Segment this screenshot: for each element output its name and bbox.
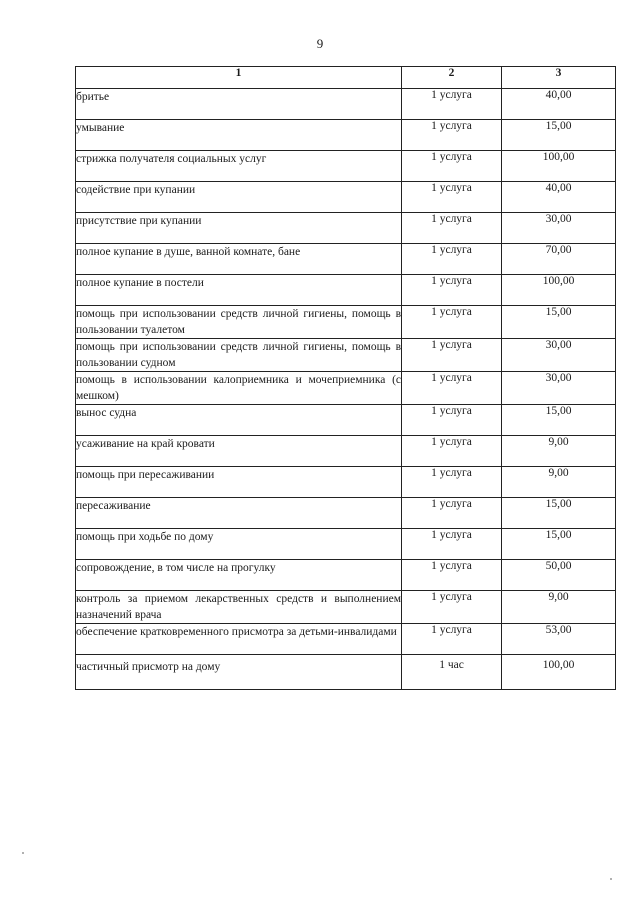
service-name: вынос судна — [76, 405, 402, 436]
service-name: помощь при пересаживании — [76, 467, 402, 498]
service-name: стрижка получателя социальных услуг — [76, 151, 402, 182]
table-header-row — [76, 67, 616, 89]
service-unit: 1 услуга — [402, 213, 502, 244]
table-row — [76, 306, 616, 339]
table-row — [76, 498, 616, 529]
service-name: обеспечение кратковременного присмотра за детьми-инвалидами — [76, 624, 402, 655]
table-row — [76, 244, 616, 275]
service-unit: 1 услуга — [402, 182, 502, 213]
column-header-3: 3 — [502, 67, 616, 89]
table-row — [76, 151, 616, 182]
service-name: умывание — [76, 120, 402, 151]
service-name: полное купание в душе, ванной комнате, бане — [76, 244, 402, 275]
service-price: 9,00 — [502, 436, 616, 467]
service-unit: 1 услуга — [402, 560, 502, 591]
table-row — [76, 213, 616, 244]
service-price: 15,00 — [502, 498, 616, 529]
table-row — [76, 624, 616, 655]
service-price: 100,00 — [502, 655, 616, 690]
service-unit: 1 услуга — [402, 436, 502, 467]
table-row — [76, 436, 616, 467]
service-name: помощь при использовании средств личной гигиены, помощь в пользовании туалетом — [76, 306, 402, 339]
service-price: 53,00 — [502, 624, 616, 655]
service-name: частичный присмотр на дому — [76, 655, 402, 690]
service-unit: 1 услуга — [402, 306, 502, 339]
table-row — [76, 120, 616, 151]
table-row — [76, 182, 616, 213]
table-row — [76, 275, 616, 306]
service-unit: 1 услуга — [402, 624, 502, 655]
table-row — [76, 339, 616, 372]
service-price: 15,00 — [502, 120, 616, 151]
service-name: помощь в использовании калоприемника и мочеприемника (с мешком) — [76, 372, 402, 405]
service-unit: 1 услуга — [402, 498, 502, 529]
table-row — [76, 372, 616, 405]
table-row — [76, 529, 616, 560]
service-name: бритье — [76, 89, 402, 120]
service-price: 30,00 — [502, 213, 616, 244]
service-unit: 1 услуга — [402, 405, 502, 436]
service-price: 15,00 — [502, 306, 616, 339]
service-price: 100,00 — [502, 151, 616, 182]
service-name: содействие при купании — [76, 182, 402, 213]
service-price: 9,00 — [502, 591, 616, 624]
column-header-2: 2 — [402, 67, 502, 89]
service-unit: 1 услуга — [402, 467, 502, 498]
table-row — [76, 89, 616, 120]
service-price: 40,00 — [502, 182, 616, 213]
service-unit: 1 услуга — [402, 89, 502, 120]
service-price: 30,00 — [502, 339, 616, 372]
service-unit: 1 услуга — [402, 120, 502, 151]
service-name: пересаживание — [76, 498, 402, 529]
service-name: полное купание в постели — [76, 275, 402, 306]
table-row — [76, 655, 616, 690]
table-row — [76, 591, 616, 624]
service-name: сопровождение, в том числе на прогулку — [76, 560, 402, 591]
service-unit: 1 услуга — [402, 372, 502, 405]
service-name: помощь при ходьбе по дому — [76, 529, 402, 560]
scan-speck — [610, 878, 612, 880]
service-price: 9,00 — [502, 467, 616, 498]
service-name: контроль за приемом лекарственных средств и выполнением назначений врача — [76, 591, 402, 624]
table-row — [76, 405, 616, 436]
table-row — [76, 560, 616, 591]
service-price: 40,00 — [502, 89, 616, 120]
services-table — [75, 66, 616, 690]
service-name: усаживание на край кровати — [76, 436, 402, 467]
service-price: 100,00 — [502, 275, 616, 306]
scan-speck — [22, 852, 24, 854]
service-unit: 1 услуга — [402, 529, 502, 560]
service-price: 30,00 — [502, 372, 616, 405]
table-row — [76, 467, 616, 498]
service-name: помощь при использовании средств личной гигиены, помощь в пользовании судном — [76, 339, 402, 372]
column-header-1: 1 — [76, 67, 402, 89]
service-price: 15,00 — [502, 405, 616, 436]
service-unit: 1 услуга — [402, 244, 502, 275]
service-unit: 1 услуга — [402, 591, 502, 624]
service-price: 50,00 — [502, 560, 616, 591]
service-unit: 1 услуга — [402, 275, 502, 306]
service-price: 15,00 — [502, 529, 616, 560]
page-number: 9 — [316, 36, 324, 51]
service-unit: 1 услуга — [402, 151, 502, 182]
service-price: 70,00 — [502, 244, 616, 275]
service-unit: 1 час — [402, 655, 502, 690]
service-unit: 1 услуга — [402, 339, 502, 372]
service-name: присутствие при купании — [76, 213, 402, 244]
